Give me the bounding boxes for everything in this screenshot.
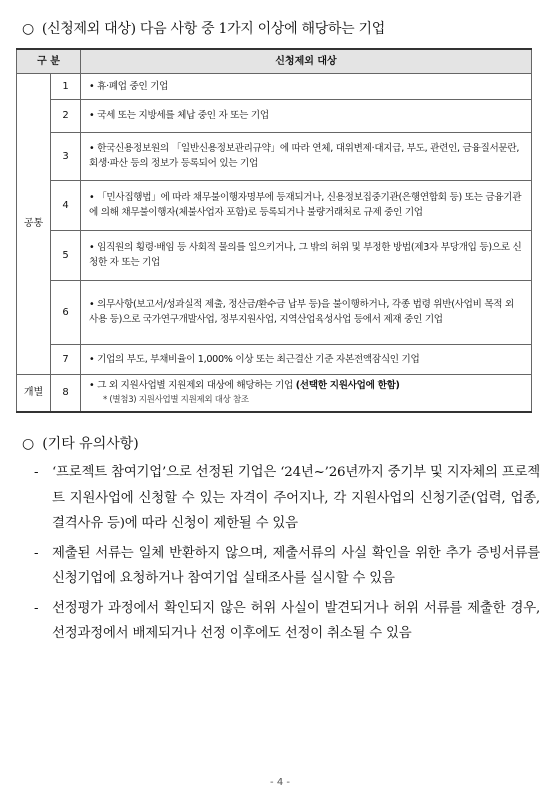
table-row [17,132,532,180]
notes-heading [22,433,139,453]
row-text [81,374,532,412]
header-division: 구 분 [17,49,81,73]
row-number: 7 [51,344,81,374]
group-common: 공통 [17,73,51,374]
list-item [34,541,540,592]
list-item-text: 제출된 서류는 일체 반환하지 않으며, 제출서류의 사실 확인을 위한 추가 증빙서류를 신청기업에 요청하거나 참여기업 실태조사를 실시할 수 있음 [52,545,540,586]
row-number: 3 [51,132,81,180]
circle-bullet-icon: ○ [22,21,34,37]
row-text: • 국세 또는 지방세를 체납 중인 자 또는 기업 [81,99,532,132]
row-number: 4 [51,180,81,230]
list-item-text: ‘프로젝트 참여기업’으로 선정된 기업은 ‘24년~’26년까지 중기부 및 지자체의 프로젝트 지원사업에 신청할 수 있는 자격이 주어지나, 각 지원사업의 신청기준(업력, 업종, 결격사유 등)에 따라 신청이 제한될 수 있음 [52,465,540,531]
list-item-text: 선정평가 과정에서 확인되지 않은 허위 사실이 발견되거나 허위 서류를 제출한 경우, 선정과정에서 배제되거나 선정 이후에도 선정이 취소될 수 있음 [52,600,540,641]
table-row [17,230,532,280]
row-text: • 한국신용정보원의 「일반신용정보관리규약」에 따라 연체, 대위변제·대지급, 부도, 관련인, 금융질서문란, 회생·파산 등의 정보가 등록되어 있는 기업 [81,132,532,180]
table-row [17,280,532,344]
row-text: • 임직원의 횡령·배임 등 사회적 물의를 일으키거나, 그 밖의 허위 및 부정한 방법(제3자 부당개입 등)으로 신청한 자 또는 기업 [81,230,532,280]
list-item [34,596,540,647]
table-header-row [17,49,532,73]
row-text: • 「민사집행법」에 따라 채무불이행자명부에 등재되거나, 신용정보집중기관(은행연합회 등) 또는 금융기관에 의해 채무불이행자(체불사업자 포함)로 등록되거나 불량거래처로 규제 중인 기업 [81,180,532,230]
circle-bullet-icon: ○ [22,436,35,452]
dash-bullet-icon: - [34,545,39,561]
table-row [17,99,532,132]
section-heading [22,18,385,38]
exclusion-table [16,48,532,413]
table-row [17,374,532,412]
list-item [34,460,540,537]
row-text: • 기업의 부도, 부채비율이 1,000% 이상 또는 최근결산 기준 자본전액잠식인 기업 [81,344,532,374]
section-heading-text: (신청제외 대상) 다음 사항 중 1가지 이상에 해당하는 기업 [41,21,385,37]
header-target: 신청제외 대상 [81,49,532,73]
table-row [17,73,532,99]
row-number: 6 [51,280,81,344]
table-row [17,180,532,230]
page-number: - 4 - [270,777,290,788]
row-text: • 휴·폐업 중인 기업 [81,73,532,99]
row-number: 1 [51,73,81,99]
row-number: 2 [51,99,81,132]
notes-list [34,460,540,651]
row-number: 5 [51,230,81,280]
row-number: 8 [51,374,81,412]
notes-heading-text: (기타 유의사항) [42,436,139,452]
table-row [17,344,532,374]
row8-bold-note: (선택한 지원사업에 한함) [295,379,400,391]
dash-bullet-icon: - [34,465,39,480]
row-text: • 의무사항(보고서/성과실적 제출, 정산금/환수금 납부 등)을 불이행하거나, 각종 법령 위반(사업비 목적 외 사용 등)으로 국가연구개발사업, 정부지원사업, 지역산업육성사업 등에서 제재 중인 기업 [81,280,532,344]
group-individual: 개별 [17,374,51,412]
dash-bullet-icon: - [34,600,39,616]
row8-text: • 그 외 지원사업별 지원제외 대상에 해당하는 기업 [89,379,293,391]
row8-reference-note: * (별첨3) 지원사업별 지원제외 대상 참조 [103,394,249,405]
